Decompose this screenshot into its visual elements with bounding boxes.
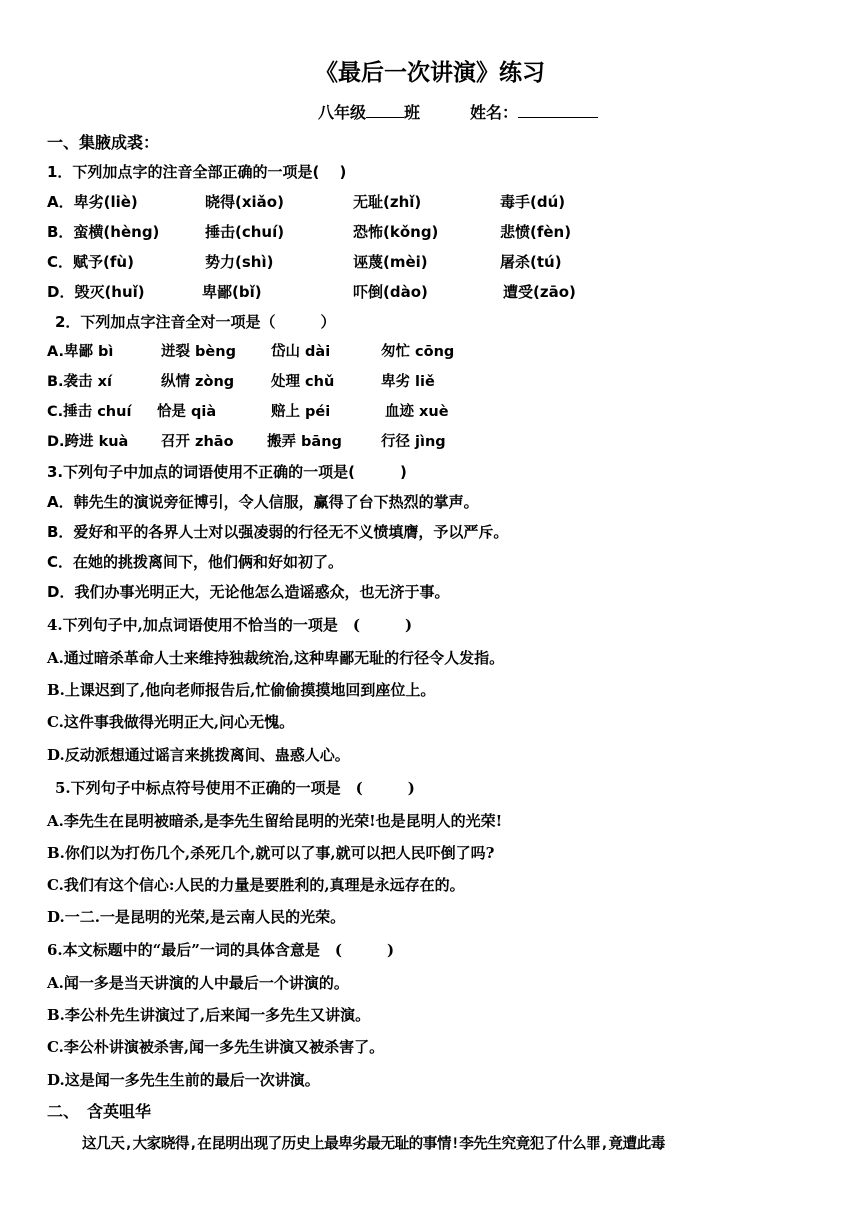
q3-option-a: A．韩先生的演说旁征博引，令人信服，赢得了台下热烈的掌声。 [47,493,479,511]
q1-option-row [47,192,847,212]
q6-stem: 6.本文标题中的“最后”一词的具体含意是 ( ) [47,941,395,959]
q3-option-b: B．爱好和平的各界人士对以强凌弱的行径无不义愤填膺，予以严斥。 [47,523,509,541]
q2-d-4: 行径 jìng [381,434,446,450]
q1-option-row [47,222,847,242]
q4-stem: 4.下列句子中,加点词语使用不恰当的一项是 ( ) [47,616,413,634]
q1-d-1: D．毁灭(huǐ) [47,283,145,301]
q1-d-3: 吓倒(dào) [353,283,428,301]
q2-option-row [47,342,847,362]
class-blank [366,102,404,118]
q1-b-2: 捶击(chuí) [205,223,285,241]
q1-c-1: C．赋予(fù) [47,253,134,271]
q1-option-row [47,282,847,302]
q5-option-b: B.你们以为打伤几个,杀死几个,就可以了事,就可以把人民吓倒了吗? [47,844,495,862]
q3-option-c: C．在她的挑拨离间下，他们俩和好如初了。 [47,553,344,571]
class-label: 班 [404,103,421,122]
q2-option-row [47,432,847,452]
q6-option-c: C.李公朴讲演被杀害,闻一多先生讲演又被杀害了。 [47,1038,385,1056]
q2-option-row [47,402,847,422]
q2-c-4: 血迹 xuè [385,404,449,420]
q1-c-3: 诬蔑(mèi) [353,253,428,271]
q1-d-4: 遭受(zāo) [503,283,576,301]
q2-a-4: 匆忙 cōng [381,344,455,360]
q2-option-row [47,372,847,392]
q1-a-3: 无耻(zhǐ) [353,193,422,211]
q5-option-d: D.一二.一是昆明的光荣,是云南人民的光荣。 [47,908,346,926]
q1-a-4: 毒手(dú) [500,193,566,211]
q1-b-1: B．蛮横(hèng) [47,223,160,241]
q2-c-1: C.捶击 chuí [47,404,132,420]
q3-stem: 3.下列句子中加点的词语使用不正确的一项是( ) [47,463,407,481]
q6-option-d: D.这是闻一多先生生前的最后一次讲演。 [47,1071,320,1089]
q2-b-4: 卑劣 liě [381,374,435,390]
q3-option-d: D．我们办事光明正大，无论他怎么造谣惑众，也无济于事。 [47,583,450,601]
q4-option-c: C.这件事我做得光明正大,问心无愧。 [47,713,295,731]
section-2-title: 二、 含英咀华 [47,1102,152,1121]
q2-b-1: B.袭击 xí [47,374,112,390]
q2-a-3: 岱山 dài [271,344,331,360]
q5-stem: 5.下列句子中标点符号使用不正确的一项是 ( ) [55,779,415,797]
q6-option-a: A.闻一多是当天讲演的人中最后一个讲演的。 [47,974,349,992]
q2-stem: 2．下列加点字注音全对一项是（ ） [55,313,336,331]
q1-b-3: 恐怖(kǒng) [353,223,439,241]
q2-d-2: 召开 zhāo [161,434,234,450]
student-info-line [318,100,598,123]
q2-a-2: 迸裂 bèng [161,344,236,360]
q5-option-a: A.李先生在昆明被暗杀,是李先生留给昆明的光荣!也是昆明人的光荣! [47,812,503,830]
q2-d-1: D.跨进 kuà [47,434,129,450]
q2-c-3: 赔上 péi [271,404,331,420]
q1-c-2: 势力(shì) [205,253,274,271]
q5-option-c: C.我们有这个信心:人民的力量是要胜利的,真理是永远存在的。 [47,876,465,894]
q1-b-4: 悲愤(fèn) [500,223,572,241]
page-title: 《最后一次讲演》练习 [315,60,545,86]
q1-d-2: 卑鄙(bǐ) [202,283,262,301]
q1-a-1: A．卑劣(liè) [47,193,138,211]
q4-option-b: B.上课迟到了,他向老师报告后,忙偷偷摸摸地回到座位上。 [47,681,436,699]
q1-a-2: 晓得(xiǎo) [205,193,284,211]
q4-option-d: D.反动派想通过谣言来挑拨离间、蛊惑人心。 [47,746,350,764]
q2-d-3: 搬弄 bāng [267,434,342,450]
q6-option-b: B.李公朴先生讲演过了,后来闻一多先生又讲演。 [47,1006,371,1024]
q4-option-a: A.通过暗杀革命人士来维持独裁统治,这种卑鄙无耻的行径令人发指。 [47,649,505,667]
grade-label: 八年级 [318,103,367,122]
name-blank [518,102,598,118]
q2-b-3: 处理 chǔ [271,374,335,390]
q2-c-2: 恰是 qià [157,404,217,420]
q2-b-2: 纵情 zòng [161,374,235,390]
q1-c-4: 屠杀(tú) [500,253,562,271]
reading-passage: 这几天,大家晓得,在昆明出现了历史上最卑劣最无耻的事情!李先生究竟犯了什么罪,竟遭此毒 [82,1135,665,1152]
q1-option-row [47,252,847,272]
q2-a-1: A.卑鄙 bì [47,344,114,360]
section-1-title: 一、集腋成裘： [47,133,160,152]
name-label: 姓名： [470,103,519,122]
q1-stem: 1．下列加点字的注音全部正确的一项是( ) [47,163,347,181]
